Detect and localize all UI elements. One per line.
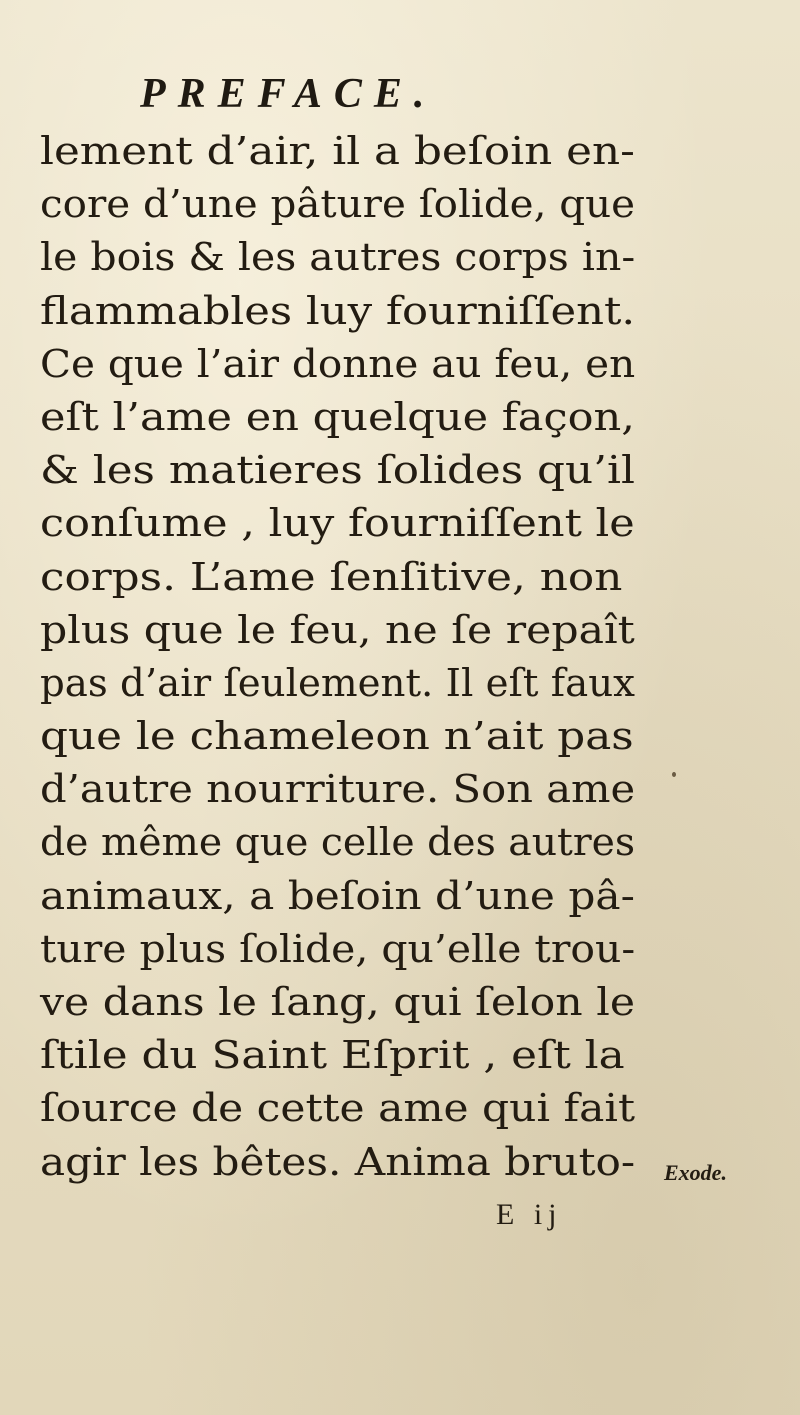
text-line-content: corps. L’ame ſenſitive, non	[40, 554, 623, 599]
text-line-content: & les matieres ſolides qu’il	[40, 448, 635, 493]
text-line	[40, 391, 640, 444]
ink-speck	[672, 772, 676, 777]
text-line-content: animaux, a beſoin d’une pâ-	[40, 873, 635, 918]
text-line-content: Ce que l’air donne au feu, en	[40, 341, 636, 386]
text-line	[40, 1029, 640, 1082]
page-header: PREFACE.	[140, 71, 437, 117]
text-line	[40, 1136, 640, 1189]
text-line	[40, 231, 640, 284]
text-line	[40, 604, 640, 657]
text-line	[40, 338, 640, 391]
text-line	[40, 551, 640, 604]
text-line	[40, 444, 640, 497]
text-line-content: conſume , luy fourniſſent le	[40, 501, 635, 546]
body-text	[40, 125, 640, 1189]
text-line	[40, 657, 640, 710]
text-line	[40, 923, 640, 976]
text-line	[40, 816, 640, 869]
text-line-content: pas d’air ſeulement. Il eſt faux	[40, 660, 635, 705]
text-line	[40, 763, 640, 816]
text-line	[40, 178, 640, 231]
text-line-content: plus que le feu, ne ſe repaît	[40, 607, 635, 652]
text-line-content: ſtile du Saint Eſprit , eſt la	[40, 1033, 625, 1078]
text-line	[40, 1082, 640, 1135]
text-line-content: le bois & les autres corps in-	[40, 235, 636, 280]
signature-mark: E ij	[496, 1198, 563, 1231]
text-line	[40, 125, 640, 178]
text-line-content: lement d’air, il a beſoin en-	[40, 129, 635, 173]
text-line-content: ſource de cette ame qui fait	[40, 1086, 636, 1131]
text-line-content: que le chameleon n’ait pas	[40, 714, 634, 759]
text-line-content: agir les bêtes. Anima bruto-	[40, 1139, 636, 1184]
text-line-content: flammables luy fourniſſent.	[40, 288, 636, 333]
text-line-content: ture plus ſolide, qu’elle trou-	[40, 926, 636, 971]
text-line	[40, 497, 640, 550]
text-line-content: d’autre nourriture. Son ame	[40, 767, 636, 812]
text-line-content: de même que celle des autres	[40, 820, 636, 865]
text-line	[40, 870, 640, 923]
margin-note: Exode.	[664, 1160, 727, 1185]
text-line	[40, 285, 640, 338]
text-line	[40, 710, 640, 763]
text-line	[40, 976, 640, 1029]
text-line-content: eſt l’ame en quelque façon,	[40, 394, 635, 439]
text-line-content: ve dans le ſang, qui ſelon le	[40, 980, 636, 1024]
text-line-content: core d’une pâture ſolide, que	[40, 182, 636, 227]
